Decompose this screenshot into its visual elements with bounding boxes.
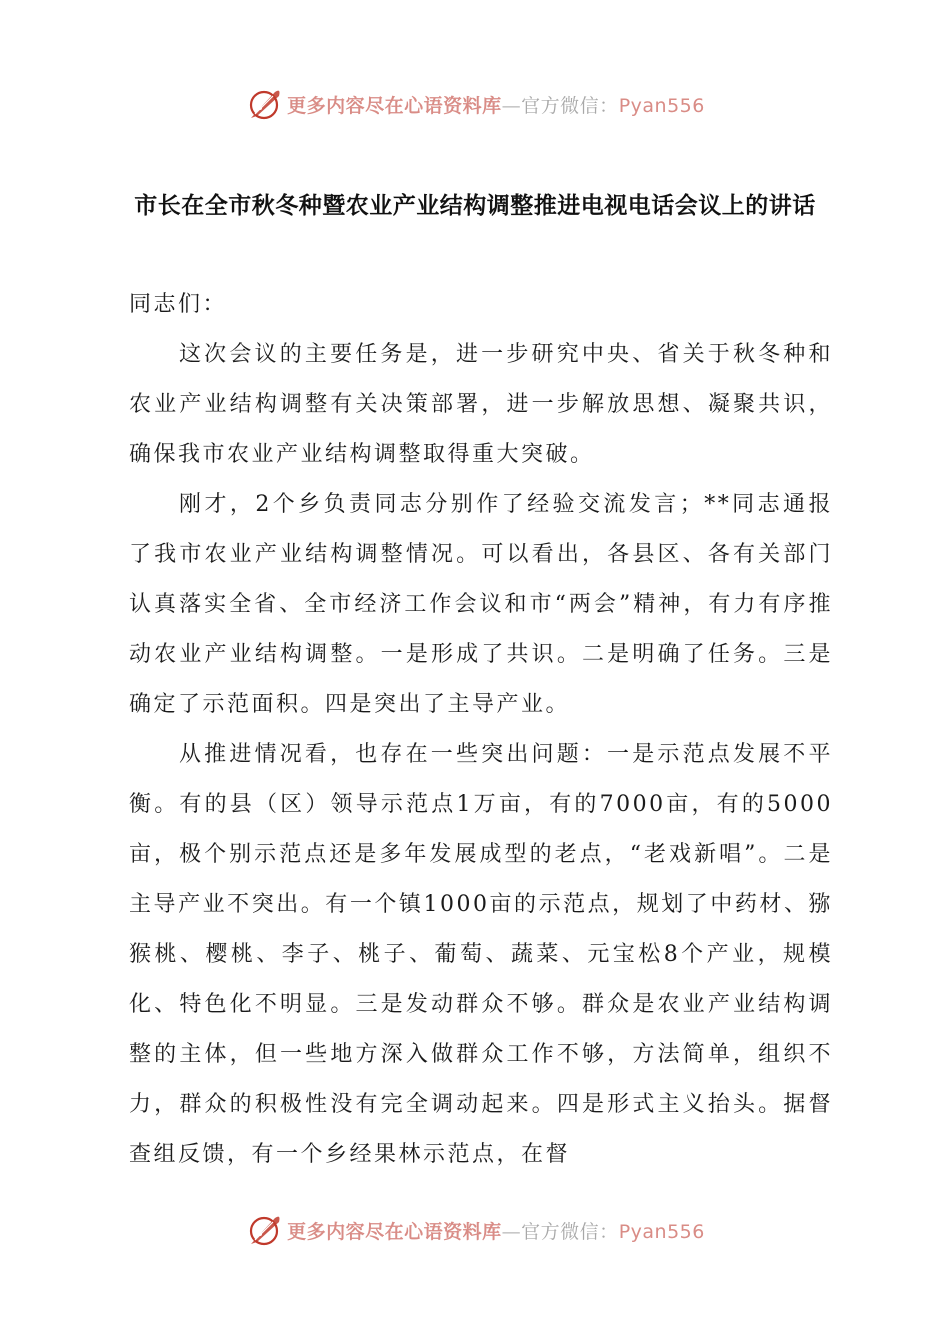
paragraph-1: 这次会议的主要任务是，进一步研究中央、省关于秋冬种和农业产业结构调整有关决策部署，进一步解放思想、凝聚共识，确保我市农业产业结构调整取得重大突破。 xyxy=(129,342,833,467)
watermark-main: 更多内容尽在心语资料库 xyxy=(287,1220,502,1243)
paragraph-2: 刚才，2个乡负责同志分别作了经验交流发言；**同志通报了我市农业产业结构调整情况。可以看出，各县区、各有关部门认真落实全省、全市经济工作会议和市“两会”精神，有力有序推动农业产业结构调整。一是形成了共识。二是明确了任务。三是确定了示范面积。四是突出了主导产业。 xyxy=(129,492,833,717)
watermark-text xyxy=(287,91,705,118)
greeting: 同志们： xyxy=(129,292,228,317)
watermark-wechat-label: 官方微信： xyxy=(521,1220,619,1243)
quill-logo-icon xyxy=(245,84,285,124)
watermark-wechat-label: 官方微信： xyxy=(521,94,619,117)
document-title: 市长在全市秋冬种暨农业产业结构调整推进电视电话会议上的讲话 xyxy=(134,193,816,219)
watermark-dash: — xyxy=(501,1220,522,1243)
watermark-main: 更多内容尽在心语资料库 xyxy=(287,94,502,117)
watermark-wechat-id: Pyan556 xyxy=(618,94,705,117)
watermark-wechat-id: Pyan556 xyxy=(618,1220,705,1243)
header-watermark xyxy=(0,82,950,126)
document-body xyxy=(129,280,833,1180)
paragraph-3: 从推进情况看，也存在一些突出问题：一是示范点发展不平衡。有的县（区）领导示范点1万亩，有的7000亩，有的5000亩，极个别示范点还是多年发展成型的老点，“老戏新唱”。二是主导产业不突出。有一个镇1000亩的示范点，规划了中药材、猕猴桃、樱桃、李子、桃子、葡萄、蔬菜、元宝松8个产业，规模化、特色化不明显。三是发动群众不够。群众是农业产业结构调整的主体，但一些地方深入做群众工作不够，方法简单，组织不力，群众的积极性没有完全调动起来。四是形式主义抬头。据督查组反馈，有一个乡经果林示范点，在督 xyxy=(129,742,833,1167)
watermark-dash: — xyxy=(501,94,522,117)
watermark-text xyxy=(287,1217,705,1244)
footer-watermark xyxy=(0,1208,950,1252)
quill-logo-icon xyxy=(245,1210,285,1250)
